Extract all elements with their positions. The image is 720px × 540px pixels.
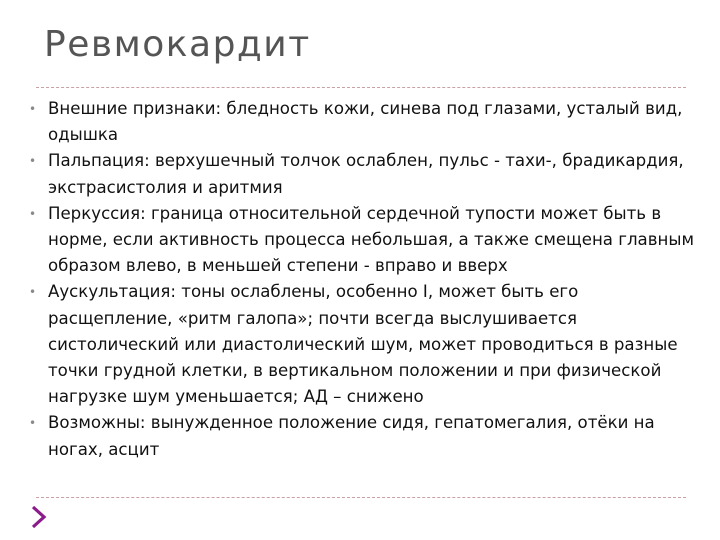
play-arrow-icon [30, 504, 48, 530]
bullet-dot-icon: • [29, 102, 37, 116]
bullet-dot-icon: • [29, 285, 37, 300]
bullet-item [22, 201, 702, 280]
bullet-list [22, 96, 702, 463]
bullet-text: Возможны: вынужденное положение сидя, гепатомегалия, отёки на ногах, асцит [48, 413, 655, 459]
bullet-item [22, 96, 702, 148]
bullet-text: Внешние признаки: бледность кожи, синева под глазами, усталый вид, одышка [48, 99, 683, 145]
bullet-text: Перкуссия: граница относительной сердечной тупости может быть в норме, если активность процесса небольшая, а также смещена главным образом влево, в меньшей степени - вправо и вверх [48, 203, 694, 276]
bullet-dot-icon: • [29, 206, 37, 221]
bullet-item [22, 410, 702, 462]
bullet-dot-icon: • [29, 154, 37, 169]
slide-title: Ревмокардит [44, 24, 311, 65]
bullet-text: Пальпация: верхушечный толчок ослаблен, пульс - тахи-, брадикардия, экстрасистолия и аритмия [48, 151, 684, 197]
bullet-item [22, 279, 702, 410]
bullet-item [22, 148, 702, 200]
bullet-text: Аускультация: тоны ослаблены, особенно I, может быть его расщепление, «ритм галопа»; почти всегда выслушивается систолический или диастолический шум, может проводиться в разные точки грудной клетки, в вертикальном положении и при физической нагрузке шум уменьшается; АД – снижено [48, 282, 678, 407]
bullet-dot-icon: • [29, 416, 37, 431]
footer-divider [36, 497, 686, 498]
title-divider [36, 87, 686, 88]
